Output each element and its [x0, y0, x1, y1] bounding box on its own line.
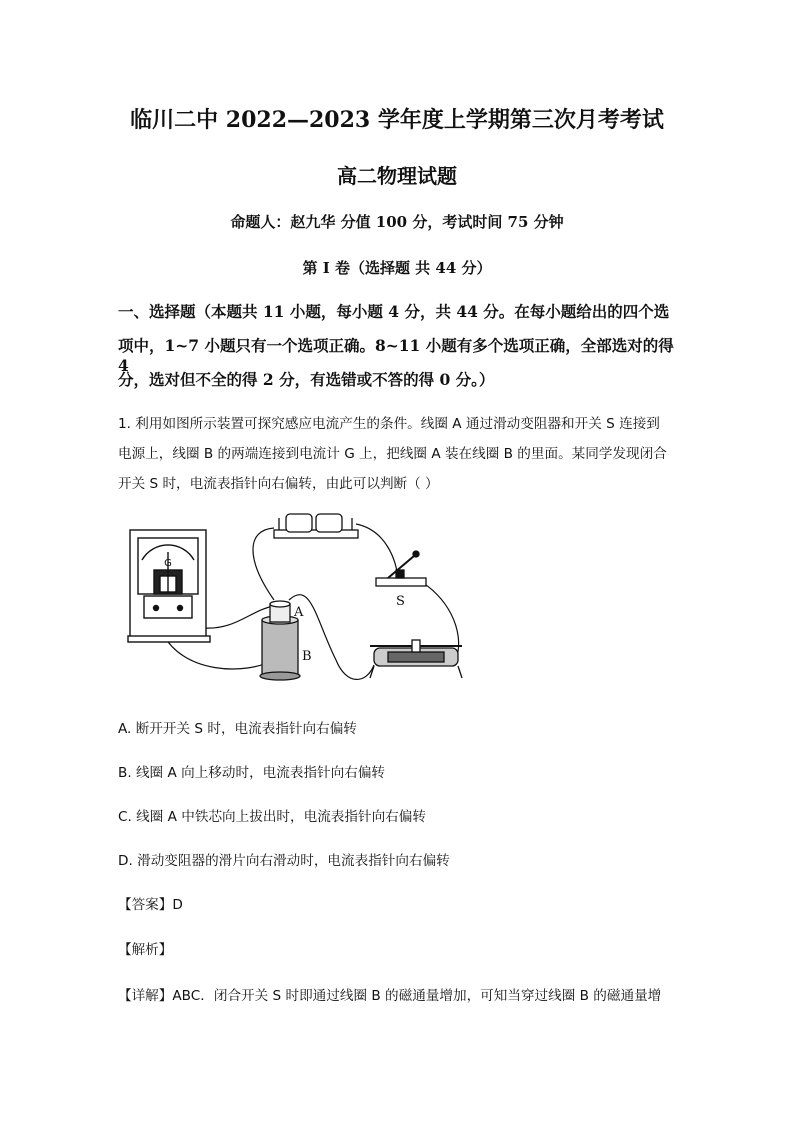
analysis-label: 【解析】 [118, 942, 173, 958]
question-stem-line: 电源上，线圈 B 的两端连接到电流计 G 上，把线圈 A 装在线圈 B 的里面。某同学发现闭合 [118, 446, 667, 462]
rheostat [370, 640, 462, 678]
coil-a-label: A [294, 605, 304, 620]
wire [253, 528, 274, 600]
option-c[interactable]: C. 线圈 A 中铁芯向上拔出时，电流表指针向右偏转 [118, 809, 426, 825]
section-instruction-line: 一、选择题（本题共 11 小题，每小题 4 分，共 44 分。在每小题给出的四个选 [118, 302, 670, 321]
answer-line: 【答案】D [118, 897, 183, 913]
experiment-figure [126, 500, 476, 695]
page-title: 临川二中 2022—2023 学年度上学期第三次月考考试 [130, 107, 664, 133]
switch-label: S [396, 594, 405, 609]
volume-line: 第 I 卷（选择题 共 44 分） [302, 259, 492, 277]
coil-a [270, 601, 290, 622]
page-subtitle: 高二物理试题 [337, 164, 457, 188]
option-b[interactable]: B. 线圈 A 向上移动时，电流表指针向右偏转 [118, 765, 386, 781]
switch [376, 551, 426, 586]
coil-b-label: B [302, 649, 312, 664]
coil-b [260, 616, 300, 680]
question-stem-line: 开关 S 时，电流表指针向右偏转，由此可以判断（ ） [118, 476, 439, 492]
option-a[interactable]: A. 断开开关 S 时，电流表指针向右偏转 [118, 721, 357, 737]
question-stem-line: 1. 利用如图所示装置可探究感应电流产生的条件。线圈 A 通过滑动变阻器和开关 S 连接到 [118, 416, 660, 432]
section-instruction-line: 分，选对但不全的得 2 分，有选错或不答的得 0 分。） [118, 370, 495, 389]
meter-label: G [164, 558, 172, 569]
option-d[interactable]: D. 滑动变阻器的滑片向右滑动时，电流表指针向右偏转 [118, 853, 450, 869]
battery [274, 514, 358, 538]
galvanometer [128, 530, 210, 642]
detail-line: 【详解】ABC．闭合开关 S 时即通过线圈 B 的磁通量增加，可知当穿过线圈 B 的磁通量增 [118, 988, 662, 1004]
wire [356, 524, 398, 578]
section-instruction-line: 项中，1~7 小题只有一个选项正确。8~11 小题有多个选项正确，全部选对的得 4 [118, 336, 674, 375]
author-line: 命题人：赵九华 分值 100 分，考试时间 75 分钟 [230, 213, 564, 231]
